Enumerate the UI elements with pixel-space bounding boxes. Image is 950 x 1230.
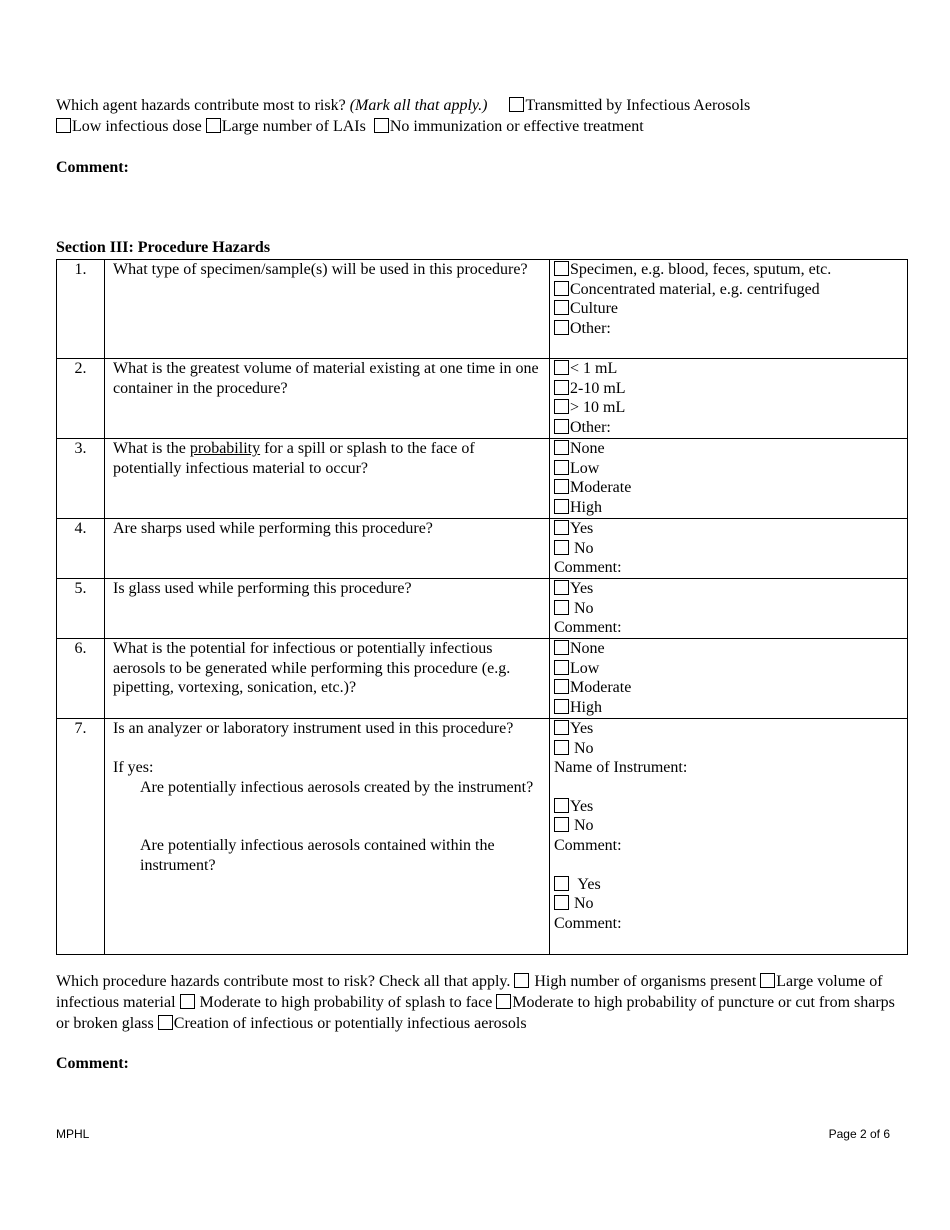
row-answers [550, 519, 908, 579]
agent-hazards-question-line [56, 96, 750, 116]
checkbox-low[interactable] [554, 460, 569, 475]
checkbox-yes[interactable] [554, 520, 569, 535]
option-label: None [570, 440, 605, 457]
row-question: Is glass used while performing this procedure? [105, 579, 550, 639]
checkbox-concentrated[interactable] [554, 281, 569, 296]
checkbox-puncture-or-cut[interactable] [496, 994, 511, 1009]
option-label: Yes [570, 580, 594, 597]
table-row [57, 359, 908, 439]
row-answers [550, 260, 908, 359]
row-number: 5. [57, 579, 105, 639]
option-label: Transmitted by Infectious Aerosols [525, 97, 751, 114]
table-row [57, 260, 908, 359]
checkbox-large-number-lais[interactable] [206, 118, 221, 133]
row-answers [550, 439, 908, 519]
footer-page-number: Page 2 of 6 [828, 1127, 890, 1141]
option-label: No [574, 817, 594, 835]
row-answers [550, 359, 908, 439]
checkbox-aerosols-contained-yes[interactable] [554, 876, 569, 891]
row-answers [550, 719, 908, 955]
table-row [57, 719, 908, 955]
option-label: Yes [570, 797, 594, 815]
checkbox-other[interactable] [554, 419, 569, 434]
option-label: Other: [570, 319, 611, 337]
checkbox-splash-to-face[interactable] [180, 994, 195, 1009]
checkbox-specimen[interactable] [554, 261, 569, 276]
option-label: Yes [577, 875, 601, 893]
checkbox-aerosols-contained-no[interactable] [554, 895, 569, 910]
row-number: 3. [57, 439, 105, 519]
option-label: High [570, 698, 602, 716]
option-label: Yes [570, 720, 594, 737]
option-label: Specimen, e.g. blood, feces, sputum, etc. [570, 261, 832, 278]
comment-label: Comment: [554, 836, 622, 854]
option-label: High number of organisms present [534, 973, 757, 990]
row-answers [550, 579, 908, 639]
checkbox-aerosols-created-yes[interactable] [554, 798, 569, 813]
agent-hazards-instruction: (Mark all that apply.) [349, 97, 488, 114]
checkbox-yes[interactable] [554, 580, 569, 595]
row-question: What type of specimen/sample(s) will be used in this procedure? [105, 260, 550, 359]
checkbox-aerosol-creation[interactable] [158, 1015, 173, 1030]
row-question [105, 439, 550, 519]
checkbox-no[interactable] [554, 600, 569, 615]
checkbox-less-1ml[interactable] [554, 360, 569, 375]
option-label: Creation of infectious or potentially infectious aerosols [173, 1015, 527, 1032]
option-label: Low [570, 659, 600, 677]
row-answers [550, 639, 908, 719]
sub-question-1: Are potentially infectious aerosols created by the instrument? [140, 778, 534, 796]
procedure-hazards-table [56, 259, 908, 955]
option-label: Yes [570, 520, 594, 537]
option-label: < 1 mL [570, 360, 618, 377]
row-number: 7. [57, 719, 105, 955]
option-label: Low infectious dose [72, 118, 202, 135]
option-label: Large number of LAIs [221, 118, 366, 135]
checkbox-moderate[interactable] [554, 479, 569, 494]
checkbox-none[interactable] [554, 440, 569, 455]
comment-label: Comment: [554, 914, 622, 932]
section-title: Section III: Procedure Hazards [56, 239, 271, 256]
checkbox-no-immunization[interactable] [374, 118, 389, 133]
row-number: 4. [57, 519, 105, 579]
option-label: Culture [570, 300, 618, 318]
table-row [57, 579, 908, 639]
row-question: What is the potential for infectious or potentially infectious aerosols to be generated while performing this procedure (e.g. pipetting, vortexing, sonication, etc.)? [105, 639, 550, 719]
option-label: No [574, 895, 594, 913]
row-question [105, 719, 550, 955]
instrument-name-label: Name of Instrument: [554, 759, 688, 777]
checkbox-aerosols-created-no[interactable] [554, 817, 569, 832]
checkbox-high[interactable] [554, 499, 569, 514]
option-label: Large volume of infectious material [56, 973, 883, 1011]
option-label: Moderate [570, 479, 632, 497]
sub-question-2: Are potentially infectious aerosols contained within the instrument? [140, 837, 495, 874]
row-question: What is the greatest volume of material existing at one time in one container in the procedure? [105, 359, 550, 439]
checkbox-high-number-organisms[interactable] [514, 973, 529, 988]
checkbox-large-volume[interactable] [760, 973, 775, 988]
agent-hazards-question: Which agent hazards contribute most to risk? [56, 97, 346, 114]
table-row [57, 519, 908, 579]
checkbox-none[interactable] [554, 640, 569, 655]
checkbox-no[interactable] [554, 740, 569, 755]
agent-comment-label: Comment: [56, 159, 129, 176]
option-label: No [574, 739, 594, 757]
option-label: 2-10 mL [570, 379, 626, 397]
checkbox-low[interactable] [554, 660, 569, 675]
row-number: 6. [57, 639, 105, 719]
procedure-hazards-paragraph [56, 971, 908, 1034]
option-label: Concentrated material, e.g. centrifuged [570, 280, 820, 298]
footer-left: MPHL [56, 1127, 90, 1141]
checkbox-transmitted-aerosols[interactable] [509, 97, 524, 112]
checkbox-other[interactable] [554, 320, 569, 335]
question-underlined: probability [189, 440, 261, 457]
procedure-hazards-question: Which procedure hazards contribute most to risk? Check all that apply. [56, 973, 511, 990]
option-label: Moderate [570, 679, 632, 697]
option-label: > 10 mL [570, 399, 626, 417]
table-row [57, 639, 908, 719]
option-label: None [570, 640, 605, 657]
option-label: Moderate to high probability of puncture or cut from sharps or broken glass [56, 994, 895, 1032]
row-number: 2. [57, 359, 105, 439]
table-row [57, 439, 908, 519]
question-text: What is the [113, 440, 190, 457]
if-yes-label: If yes: [113, 759, 154, 777]
agent-hazards-options-line [56, 117, 644, 137]
checkbox-moderate[interactable] [554, 679, 569, 694]
checkbox-culture[interactable] [554, 300, 569, 315]
checkbox-2-10ml[interactable] [554, 380, 569, 395]
comment-label: Comment: [554, 559, 622, 577]
checkbox-more-10ml[interactable] [554, 399, 569, 414]
option-label: No [574, 539, 594, 557]
option-label: Moderate to high probability of splash to face [199, 994, 493, 1011]
procedure-comment-label: Comment: [56, 1055, 129, 1072]
checkbox-no[interactable] [554, 540, 569, 555]
option-label: High [570, 498, 602, 516]
row-question: Are sharps used while performing this procedure? [105, 519, 550, 579]
checkbox-yes[interactable] [554, 720, 569, 735]
question-text: Is an analyzer or laboratory instrument used in this procedure? [113, 720, 514, 737]
checkbox-high[interactable] [554, 699, 569, 714]
checkbox-low-infectious-dose[interactable] [56, 118, 71, 133]
question-text: for a spill or splash to the face of potentially infectious material to occur? [113, 440, 475, 477]
row-number: 1. [57, 260, 105, 359]
comment-label: Comment: [554, 619, 622, 637]
option-label: Other: [570, 418, 611, 436]
option-label: No immunization or effective treatment [389, 118, 644, 135]
option-label: No [574, 599, 594, 617]
option-label: Low [570, 459, 600, 477]
